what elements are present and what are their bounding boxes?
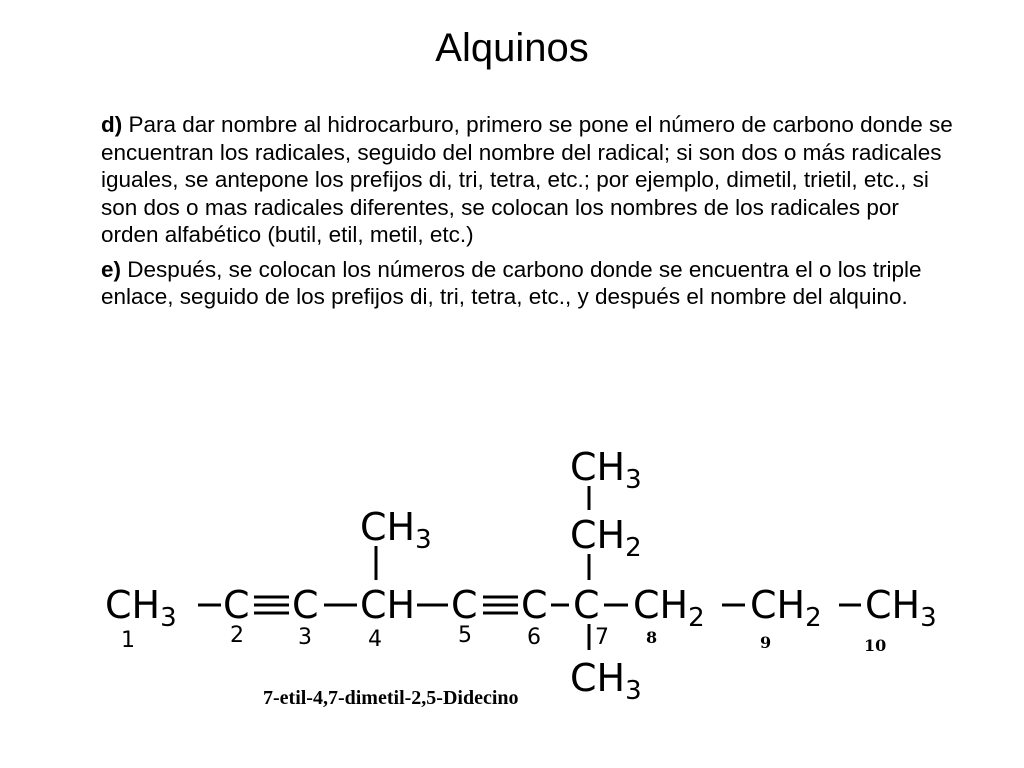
triple-bond-5-6: [483, 597, 518, 613]
carbon-number-4: 4: [368, 627, 382, 652]
c10-ch3: $CH_3$: [865, 583, 937, 633]
carbon-number-5: 5: [458, 623, 472, 648]
carbon-number-8: 8: [646, 628, 658, 647]
carbon-number-2: 2: [230, 623, 244, 648]
paragraph-d-text: Para dar nombre al hidrocarburo, primero se pone el número de carbono donde se encuentran los radicales, seguido del nombre del radical; si son dos o más radicales iguales, se antepone los prefijos di, tri, tetra, etc.; por ejemplo, dimetil, trietil, etc., si son dos o mas radicales diferentes, se colocan los nombres de los radicales por orden alfabético (butil, etil, metil, etc.): [101, 112, 953, 247]
carbon-number-1: 1: [121, 628, 135, 653]
carbon-number-6: 6: [527, 625, 541, 650]
paragraph-e-text: Después, se colocan los números de carbono donde se encuentra el o los triple enlace, seguido de los prefijos di, tri, tetra, etc., y después el nombre del alquino.: [101, 256, 922, 309]
c7-ethyl-ch3: $CH_3$: [570, 445, 642, 495]
slide-body: [101, 111, 961, 318]
structural-formula-figure: [95, 428, 945, 720]
paragraph-d-label: d): [101, 112, 123, 137]
slide-title: Alquinos: [435, 26, 589, 70]
paragraph-d: [101, 111, 961, 249]
c9-ch2: $CH_2$: [750, 583, 822, 633]
c5-atom: C: [451, 583, 478, 627]
c7-ethyl-ch2: $CH_2$: [570, 513, 642, 563]
c7-methyl-ch3: $CH_3$: [570, 656, 642, 706]
triple-bond-2-3: [254, 597, 289, 613]
c1-ch3: $CH_3$: [105, 583, 177, 633]
structure-caption: 7-etil-4,7-dimetil-2,5-Didecino: [263, 687, 519, 709]
c6-atom: C: [521, 583, 548, 627]
c4-ch: CH: [360, 583, 416, 627]
carbon-number-10: 10: [864, 636, 887, 655]
c8-ch2: $CH_2$: [633, 583, 705, 633]
c4-methyl-ch3: $CH_3$: [360, 505, 432, 555]
c2-atom: C: [223, 583, 250, 627]
paragraph-e: [101, 256, 961, 311]
c7-atom: C: [573, 583, 600, 627]
carbon-number-9: 9: [760, 633, 772, 652]
carbon-number-7: 7: [595, 625, 609, 650]
paragraph-e-label: e): [101, 256, 122, 282]
carbon-number-3: 3: [298, 625, 312, 650]
c3-atom: C: [292, 583, 319, 627]
structural-formula: [95, 428, 945, 720]
